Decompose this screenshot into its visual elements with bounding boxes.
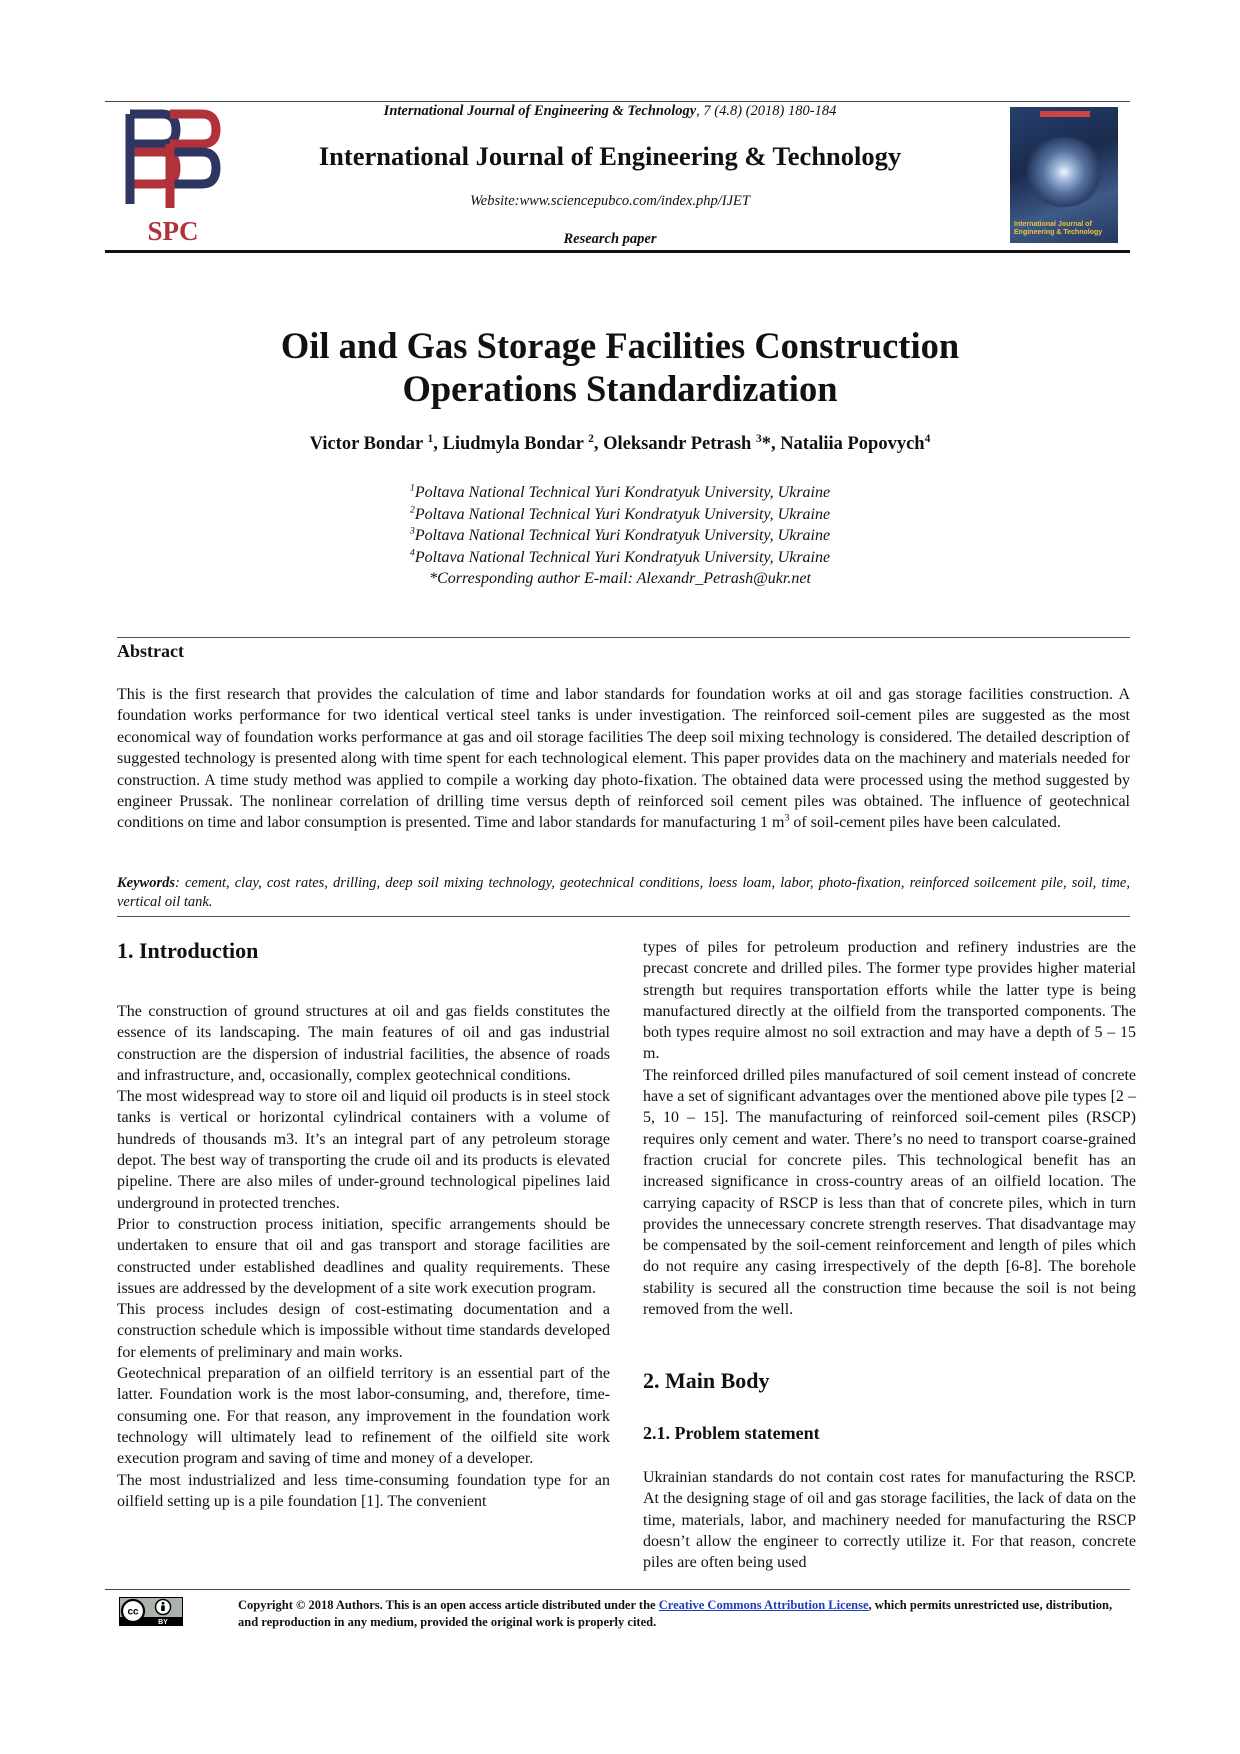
- license-link[interactable]: Creative Commons Attribution License: [658, 1598, 869, 1612]
- paragraph: The most industrialized and less time-consuming foundation type for an oilfield setting up is a pile foundation [1]. The convenient: [117, 1471, 610, 1510]
- abstract-heading: Abstract: [117, 641, 184, 661]
- paragraph: The reinforced drilled piles manufactured of soil cement instead of concrete have a set of significant advantages over the mentioned above pile types [2 – 5, 10 – 15]. The manufacturing of reinforced soil-cement piles (RSCP) requires only cement and water. There’s no need to transport coarse-grained fraction crucial for concrete piles. This technological benefit has an increased significance in cross-country areas of an oilfield location. The carrying capacity of RSCP is less than that of concrete piles, which in turn provides the unnecessary concrete strength reserves. That disadvantage may be compensated by the soil-cement reinforcement and length of piles which do not require any casing irrespectively of the depth [6-8]. The borehole stability is secured all the construction time because the soil is not being removed from the well.: [643, 1066, 1136, 1319]
- spc-logo: [118, 104, 228, 246]
- section-heading-main-body: 2. Main Body: [643, 1368, 770, 1393]
- paragraph: Ukrainian standards do not contain cost rates for manufacturing the RSCP. At the designing stage of oil and gas storage facilities, the lack of data on the time, materials, labor, and machinery needed for manufacturing the RSCP doesn’t allow the engineer to correctly utilize it. For that reason, concrete piles are often being used: [643, 1469, 1136, 1572]
- journal-cover-image: [1010, 107, 1118, 243]
- right-column: [643, 937, 1136, 1320]
- cover-title: International Journal of Engineering & Technology: [1014, 221, 1103, 236]
- paper-title: Oil and Gas Storage Facilities Construction Operations Standardization: [280, 325, 960, 409]
- affiliation: $^2$Poltava National Technical Yuri Kondratyuk University, Ukraine: [409, 504, 831, 523]
- keywords: Keywords: cement, clay, cost rates, drilling, deep soil mixing technology, geotechnical conditions, loess loam, labor, photo-fixation, reinforced soilcement pile, soil, time, vertical oil tank.: [117, 875, 1130, 910]
- paragraph: Geotechnical preparation of an oilfield territory is an essential part of the latter. Foundation work is the most labor-consuming, and, therefore, time-consuming one. For that reason, any improvement in the foundation work technology will ultimately lead to refinement of the oilfield site work execution program and saving of time and money of a developer.: [117, 1365, 610, 1468]
- paragraph: Prior to construction process initiation, specific arrangements should be undertaken to ensure that oil and gas transport and storage facilities are constructed under established deadlines and quality requirements. These issues are addressed by the development of a site work execution program.: [117, 1215, 610, 1297]
- abstract-rule: [117, 637, 1130, 638]
- footer-rule: [105, 1589, 1130, 1590]
- journal-citation: International Journal of Engineering & Technology, 7 (4.8) (2018) 180-184: [383, 103, 837, 119]
- section-heading-introduction: 1. Introduction: [117, 938, 259, 963]
- corresponding-author: *Corresponding author E-mail: Alexandr_Petrash@ukr.net: [429, 570, 811, 587]
- svg-text:BY: BY: [158, 1619, 168, 1626]
- journal-website: Website:www.sciencepubco.com/index.php/IJET: [470, 193, 750, 209]
- copyright-notice: Copyright © 2018 Authors. This is an open access article distributed under the Creative Commons Attribution License, which permits unrestricted use, distribution, and reproduction in any medium, provided the original work is properly cited.: [238, 1598, 1113, 1629]
- paragraph: The most widespread way to store oil and liquid oil products is in steel stock tanks is vertical or horizontal cylindrical containers with a volume of hundreds of thousands m3. It’s an integral part of any petroleum storage depot. The best way of transporting the crude oil and its products is elevated pipeline. There are also miles of under-ground technological pipelines laid underground in protected trenches.: [117, 1088, 610, 1212]
- cc-by-license-badge[interactable]: [119, 1597, 183, 1626]
- affiliation: $^4$Poltava National Technical Yuri Kondratyuk University, Ukraine: [409, 547, 831, 566]
- svg-text:SPC: SPC: [147, 216, 199, 246]
- right-column-continued: [643, 1467, 1136, 1573]
- svg-text:cc: cc: [127, 1606, 139, 1618]
- journal-name: International Journal of Engineering & Technology: [318, 141, 902, 171]
- author: Oleksandr Petrash $^3$*,: [603, 432, 781, 454]
- author: Liudmyla Bondar $^2$,: [442, 432, 604, 454]
- affiliation: $^3$Poltava National Technical Yuri Kondratyuk University, Ukraine: [409, 525, 831, 544]
- paragraph: types of piles for petroleum production and refinery industries are the precast concrete and drilled piles. The former type provides higher material strength but requires transportation efforts while the latter type is being manufactured directly at the oilfield from the transported components. The both types require almost no soil extraction and may have a depth of 5 – 15 m.: [643, 939, 1136, 1063]
- subsection-heading-problem-statement: 2.1. Problem statement: [643, 1423, 820, 1443]
- keywords-rule: [117, 916, 1130, 917]
- affiliations: [160, 482, 1080, 590]
- author: Victor Bondar $^1$,: [309, 432, 443, 454]
- paper-type: Research paper: [563, 231, 657, 247]
- author-list: [160, 434, 1080, 455]
- header-top-rule: [105, 101, 1130, 102]
- paragraph: The construction of ground structures at oil and gas fields constitutes the essence of its landscaping. The main features of oil and gas industrial construction are the dispersion of industrial facilities, the absence of roads and infrastructure, and, occasionally, complex geotechnical conditions.: [117, 1003, 610, 1084]
- header-bottom-rule: [105, 250, 1130, 253]
- author: Nataliia Popovych$^4$: [780, 432, 931, 454]
- affiliation: $^1$Poltava National Technical Yuri Kondratyuk University, Ukraine: [409, 482, 831, 501]
- paragraph: This process includes design of cost-estimating documentation and a construction schedule which is impossible without time standards developed for elements of preliminary and main works.: [117, 1301, 610, 1361]
- abstract-text: This is the first research that provides the calculation of time and labor standards for foundation works at oil and gas storage facilities construction. A foundation works performance for two identical vertical steel tanks is under investigation. The reinforced soil-cement piles are suggested as the most economical way of foundation works performance at gas and oil storage facilities The deep soil mixing technology is considered. The detailed description of suggested technology is presented along with time spent for each technological element. This paper provides data on the machinery and materials needed for construction. A time study method was applied to compile a working day photo-fixation. The obtained data were processed using the method suggested by engineer Prussak. The nonlinear correlation of drilling time versus depth of reinforced soil cement piles was obtained. The influence of geotechnical conditions on time and labor consumption is presented. Time and labor standards for manufacturing 1 $m^3$ of soil-cement piles have been calculated.: [117, 686, 1130, 832]
- left-column: [117, 1001, 610, 1512]
